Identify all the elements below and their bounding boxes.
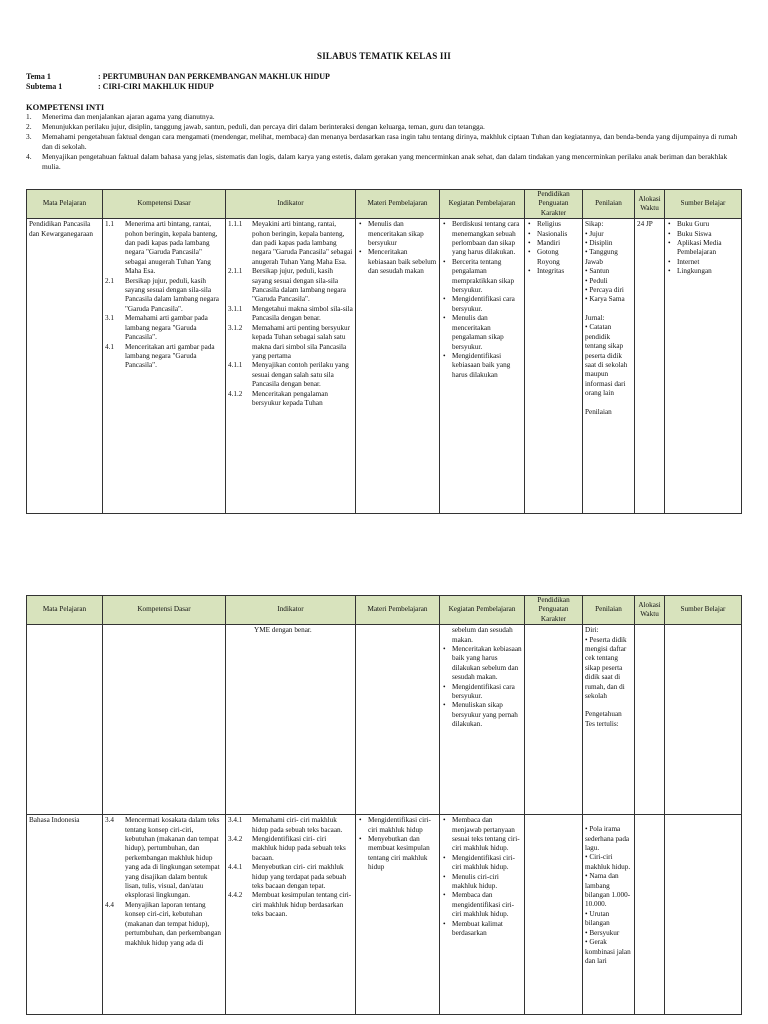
penilaian-line: • Percaya diri xyxy=(585,286,624,295)
ki-text: Memahami pengetahuan faktual dengan cara mengamati (mendengar, melihat, membaca) dan menanya berdasarkan rasa ingin tahu tentang dirinya, makhluk ciptaan Tuhan dan kegiatannya, dan benda-benda yang dijumpainya di rumah dan di sekolah. xyxy=(42,132,738,151)
list-item: • Membaca dan menjawab pertanyaan sesuai teks tentang ciri-ciri makhluk hidup. xyxy=(452,816,522,854)
list-item: • Buku Siswa xyxy=(677,230,739,239)
indikator-item xyxy=(228,220,353,267)
indikator-item xyxy=(228,305,353,324)
kd-number: 3.4 xyxy=(105,816,114,825)
ki-text: Menunjukkan perilaku jujur, disiplin, tanggung jawab, santun, peduli, dan percaya diri dalam berinteraksi dengan keluarga, teman, guru dan tetangga. xyxy=(42,122,485,131)
indikator-item xyxy=(228,361,353,389)
indikator-number: 3.1.2 xyxy=(228,323,243,332)
penilaian-line: • Peduli xyxy=(585,276,608,285)
cell-penilaian xyxy=(583,815,635,1015)
cell-sumber xyxy=(665,815,742,1015)
kd-text: Menyajikan laporan tentang konsep ciri-ciri, kebutuhan (makanan dan tempat hidup), pertumbuhan, dan perkembangan makhluk hidup yang ada di xyxy=(125,900,221,947)
cell-kegiatan xyxy=(440,815,525,1015)
cell-mapel xyxy=(27,815,103,1015)
list-item: • Mengidentifikasi ciri-ciri makhluk hidup xyxy=(368,816,437,835)
cell-mapel xyxy=(27,625,103,815)
indikator-text: Bersikap jujur, peduli, kasih sayang sesuai dengan sila-sila Pancasila dalam lambang negara "Garuda Pancasila". xyxy=(252,267,346,304)
penilaian-line: • Catatan pendidik tentang sikap peserta didik saat di sekolah maupun informasi dari orang lain xyxy=(585,323,628,398)
cell-mapel xyxy=(27,219,103,514)
indikator-text: Menyajikan contoh perilaku yang sesuai dengan salah satu sila Pancasila dengan benar. xyxy=(252,361,349,389)
kd-number: 4.1 xyxy=(105,342,114,351)
kd-number: 4.4 xyxy=(105,900,114,909)
kegiatan-list xyxy=(442,220,522,380)
indikator-text: Membuat kesimpulan tentang ciri- ciri makhluk hidup berdasarkan teks bacaan. xyxy=(252,891,352,919)
ki-number: 3. xyxy=(26,132,32,141)
list-item: • Menceritakan kebiasaan baik sebelum dan sesudah makan xyxy=(368,248,437,276)
ki-item xyxy=(26,112,741,122)
header-sumber: Sumber Belajar xyxy=(665,190,742,219)
list-item: • Menulis dan menceritakan sikap bersyukur xyxy=(368,220,437,248)
cell-ppk xyxy=(525,219,583,514)
penilaian-line: • Ciri-ciri makhluk hidup. xyxy=(585,853,631,871)
list-item: • Buku Guru xyxy=(677,220,739,229)
cell-kegiatan xyxy=(440,219,525,514)
kd-item xyxy=(105,220,223,276)
header-mapel: Mata Pelajaran xyxy=(27,596,103,625)
cell-materi xyxy=(356,219,440,514)
penilaian-line: • Tanggung Jawab xyxy=(585,248,618,266)
cell-penilaian xyxy=(583,219,635,514)
kd-text: Bersikap jujur, peduli, kasih sayang sesuai dengan sila-sila Pancasila dalam lambang negara "Garuda Pancasila". xyxy=(125,276,219,313)
ki-number: 4. xyxy=(26,152,32,161)
indikator-text: Memahami arti penting bersyukur kepada Tuhan sebagai salah satu makna dari simbol sila Pancasila yang pertama xyxy=(252,323,351,360)
penilaian-line: • Pola irama sederhana pada lagu. xyxy=(585,825,630,853)
meta-tema xyxy=(26,72,330,81)
list-item: • Mengidentifikasi ciri-ciri makhluk hidup. xyxy=(452,854,522,873)
indikator-text: Meyakini arti bintang, rantai, pohon beringin, kepala banteng, dan padi kapas pada lambang negara "Garuda Pancasila" sebagai anugerah Tuhan Yang Maha Esa. xyxy=(252,220,353,266)
indikator-number: 3.4.2 xyxy=(228,835,243,844)
cell-alokasi xyxy=(635,815,665,1015)
indikator-item xyxy=(228,390,353,409)
ki-item xyxy=(26,122,741,132)
kd-text: Mencermati kosakata dalam teks tentang konsep ciri-ciri, kebutuhan (makanan dan tempat hidup), pertumbuhan, dan perkembangan makhluk hidup yang ada di lingkungan setempat yang disajikan dalam bentuk lisan, tulis, visual, dan/atau eksplorasi lingkungan. xyxy=(125,816,220,900)
penilaian-line: • Gerak kombinasi jalan dan lari xyxy=(585,938,631,965)
syllabus-table-1 xyxy=(26,189,742,514)
kd-number: 1.1 xyxy=(105,220,114,229)
kd-text: Menerima arti bintang, rantai, pohon beringin, kepala banteng, dan padi kapas pada lambang negara "Garuda Pancasila" sebagai anugerah Tuhan Yang Maha Esa. xyxy=(125,220,218,276)
list-item: • Mengidentifikasi kebiasaan baik yang harus dilakukan xyxy=(452,352,522,380)
alokasi-text: 24 JP xyxy=(637,220,653,229)
syllabus-table-2 xyxy=(26,595,742,1015)
penilaian-line: • Peserta didik mengisi daftar cek tentang sikap peserta didik saat di rumah, dan di sekolah xyxy=(585,635,627,701)
list-item: • Menulis dan menceritakan pengalaman sikap bersyukur. xyxy=(452,314,522,352)
kd-number: 2.1 xyxy=(105,276,114,285)
ki-number: 2. xyxy=(26,122,32,131)
cell-kd xyxy=(103,625,226,815)
indikator-number: 4.4.1 xyxy=(228,863,243,872)
list-item: • Bercerita tentang pengalaman mempraktikkan sikap bersyukur. xyxy=(452,258,522,296)
header-ppk: Pendidikan Penguatan Karakter xyxy=(525,190,583,219)
penilaian-line: Tes tertulis: xyxy=(585,719,619,728)
indikator-item xyxy=(228,267,353,305)
penilaian-line xyxy=(585,399,632,408)
header-kegiatan: Kegiatan Pembelajaran xyxy=(440,596,525,625)
cell-indikator xyxy=(226,625,356,815)
cell-penilaian xyxy=(583,625,635,815)
indikator-item xyxy=(228,324,353,362)
page-title: SILABUS TEMATIK KELAS III xyxy=(317,51,451,61)
kd-item xyxy=(105,343,223,371)
header-sumber: Sumber Belajar xyxy=(665,596,742,625)
penilaian-line xyxy=(585,816,632,825)
list-item: • Membaca dan mengidentifikasi ciri-ciri makhluk hidup. xyxy=(452,891,522,919)
list-item: • Menulis ciri-ciri makhluk hidup. xyxy=(452,873,522,892)
penilaian-line: • Urutan bilangan xyxy=(585,909,610,928)
kegiatan-continuation: sebelum dan sesudah makan. xyxy=(452,626,513,644)
penilaian-line: • Santun xyxy=(585,267,610,276)
meta-subtema xyxy=(26,82,214,91)
cell-alokasi xyxy=(635,219,665,514)
table-row xyxy=(27,625,742,815)
indikator-text: Memahami ciri- ciri makhluk hidup pada sebuah teks bacaan. xyxy=(252,816,343,834)
list-item: • Mengidentifikasi cara bersyukur. xyxy=(452,295,522,314)
ki-number: 1. xyxy=(26,112,32,121)
indikator-number: 3.1.1 xyxy=(228,304,243,313)
list-item: • Menyebutkan dan membuat kesimpulan tentang ciri makhluk hidup xyxy=(368,835,437,873)
list-item: • Berdiskusi tentang cara menemangkan sebuah perlombaan dan sikap yang harus dilakukan. xyxy=(452,220,522,258)
list-item: • Lingkungan xyxy=(677,267,739,276)
cell-materi xyxy=(356,815,440,1015)
meta-subtema-key: Subtema 1 xyxy=(26,82,63,91)
indikator-item xyxy=(228,835,353,863)
list-item: • Religius xyxy=(537,220,580,229)
indikator-text: YME dengan benar. xyxy=(254,626,312,635)
penilaian-line: • Jujur xyxy=(585,229,604,238)
ki-text: Menerima dan menjalankan ajaran agama yang dianutnya. xyxy=(42,112,215,121)
kd-text: Menceritakan arti gambar pada lambang negara "Garuda Pancasila". xyxy=(125,342,215,370)
header-alokasi: Alokasi Waktu xyxy=(635,596,665,625)
header-materi: Materi Pembelajaran xyxy=(356,190,440,219)
ki-item xyxy=(26,132,741,152)
table-header-row xyxy=(27,190,742,219)
sumber-list xyxy=(667,220,739,276)
penilaian-line: Jurnal: xyxy=(585,313,605,322)
indikator-number: 2.1.1 xyxy=(228,267,243,276)
ki-item xyxy=(26,152,741,172)
kd-number: 3.1 xyxy=(105,314,114,323)
list-item: • Gotong Royong xyxy=(537,248,580,267)
kd-text: Memahami arti gambar pada lambang negara "Garuda Pancasila". xyxy=(125,314,208,342)
ppk-list xyxy=(527,220,580,276)
penilaian-line: • Disiplin xyxy=(585,239,613,248)
list-item: • Aplikasi Media Pembelajaran xyxy=(677,239,739,258)
mapel-text: Pendidikan Pancasila dan Kewarganegaraan xyxy=(29,220,93,238)
table-header-row xyxy=(27,596,742,625)
meta-subtema-value: : CIRI-CIRI MAKHLUK HIDUP xyxy=(98,82,214,91)
kd-item xyxy=(105,314,223,342)
header-kegiatan: Kegiatan Pembelajaran xyxy=(440,190,525,219)
header-penilaian: Penilaian xyxy=(583,596,635,625)
kd-item xyxy=(105,901,223,948)
list-item: • Mengidentifikasi cara bersyukur. xyxy=(452,683,522,702)
mapel-text: Bahasa Indonesia xyxy=(29,816,80,825)
cell-ppk xyxy=(525,625,583,815)
penilaian-line: Diri: xyxy=(585,626,599,635)
meta-tema-key: Tema 1 xyxy=(26,72,51,81)
cell-ppk xyxy=(525,815,583,1015)
indikator-number: 4.1.2 xyxy=(228,389,243,398)
penilaian-line: • Bersyukur xyxy=(585,928,620,937)
header-kd: Kompetensi Dasar xyxy=(103,190,226,219)
ki-title: KOMPETENSI INTI xyxy=(26,102,105,112)
list-item: • Membuat kalimat berdasarkan xyxy=(452,920,522,939)
indikator-item xyxy=(228,863,353,891)
ki-list xyxy=(26,112,741,172)
indikator-text: Menyebutkan ciri- ciri makhluk hidup yang terdapat pada sebuah teks bacaan dengan tepat. xyxy=(252,863,347,891)
header-mapel: Mata Pelajaran xyxy=(27,190,103,219)
indikator-number: 4.4.2 xyxy=(228,891,243,900)
header-kd: Kompetensi Dasar xyxy=(103,596,226,625)
indikator-text: Menceritakan pengalaman bersyukur kepada Tuhan xyxy=(252,389,329,407)
cell-sumber xyxy=(665,625,742,815)
cell-kd xyxy=(103,815,226,1015)
penilaian-line xyxy=(585,701,632,710)
kd-item xyxy=(105,816,223,901)
cell-alokasi xyxy=(635,625,665,815)
materi-list xyxy=(358,220,437,276)
list-item: • Menceritakan kebiasaan baik yang harus dilakukan sebelum dan sesudah makan. xyxy=(452,645,522,683)
indikator-number: 4.1.1 xyxy=(228,361,243,370)
penilaian-line xyxy=(585,305,632,314)
indikator-number: 3.4.1 xyxy=(228,816,243,825)
kegiatan-list xyxy=(442,645,522,730)
cell-indikator xyxy=(226,815,356,1015)
kd-item xyxy=(105,277,223,315)
list-item: • Internet xyxy=(677,258,739,267)
indikator-item xyxy=(228,891,353,919)
ki-text: Menyajikan pengetahuan faktual dalam bahasa yang jelas, sistematis dan logis, dalam karya yang estetis, dalam gerakan yang mencerminkan anak sehat, dan dalam tindakan yang mencerminkan perilaku anak beriman dan berakhlak mulia. xyxy=(42,152,728,171)
list-item: • Nasionalis xyxy=(537,230,580,239)
header-materi: Materi Pembelajaran xyxy=(356,596,440,625)
meta-tema-value: : PERTUMBUHAN DAN PERKEMBANGAN MAKHLUK HIDUP xyxy=(98,72,330,81)
materi-list xyxy=(358,816,437,872)
penilaian-line: Sikap: xyxy=(585,220,604,229)
header-indikator: Indikator xyxy=(226,190,356,219)
cell-kegiatan xyxy=(440,625,525,815)
cell-kd xyxy=(103,219,226,514)
indikator-text: Mengetahui makna simbol sila-sila Pancasila dengan benar. xyxy=(252,304,353,323)
penilaian-line: • Karya Sama xyxy=(585,295,625,304)
header-alokasi: Alokasi Waktu xyxy=(635,190,665,219)
penilaian-line: Penilaian xyxy=(585,407,612,416)
indikator-text: Mengidentifikasi ciri- ciri makhluk hidup pada sebuah teks bacaan. xyxy=(252,835,346,862)
header-ppk: Pendidikan Penguatan Karakter xyxy=(525,596,583,625)
header-indikator: Indikator xyxy=(226,596,356,625)
list-item: • Menuliskan sikap bersyukur yang pernah dilakukan. xyxy=(452,701,522,729)
cell-materi xyxy=(356,625,440,815)
penilaian-line: Pengetahuan xyxy=(585,710,622,719)
indikator-item xyxy=(228,816,353,835)
header-penilaian: Penilaian xyxy=(583,190,635,219)
indikator-number: 1.1.1 xyxy=(228,220,243,229)
table-row xyxy=(27,219,742,514)
penilaian-line: • Nama dan lambang bilangan 1.000-10.000. xyxy=(585,872,631,909)
list-item: • Integritas xyxy=(537,267,580,276)
cell-sumber xyxy=(665,219,742,514)
table-row xyxy=(27,815,742,1015)
kegiatan-list xyxy=(442,816,522,938)
cell-indikator xyxy=(226,219,356,514)
list-item: • Mandiri xyxy=(537,239,580,248)
